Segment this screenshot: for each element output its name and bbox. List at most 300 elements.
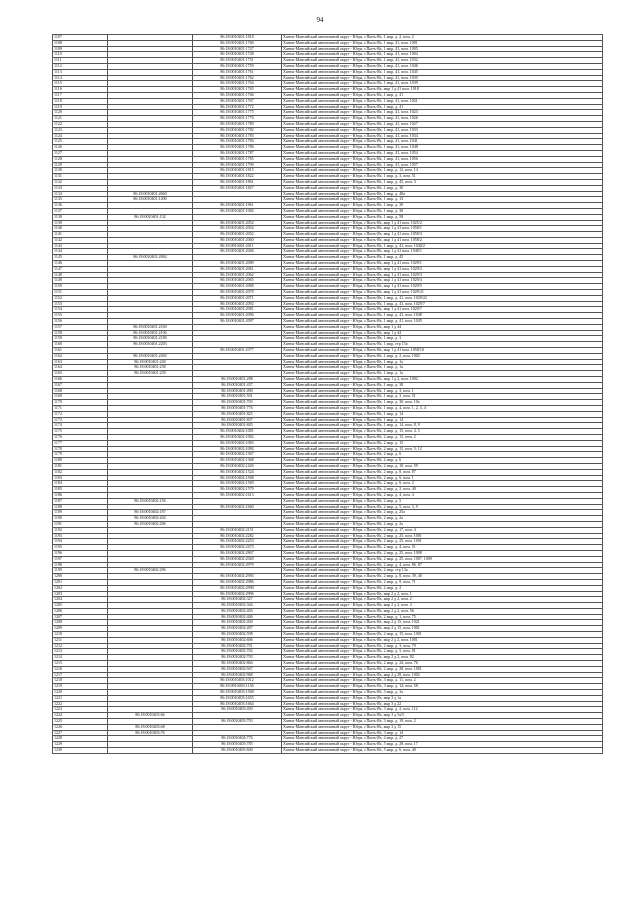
address-cell: Ханты-Мансийский автономный округ - Югра, г.Пыть-Ях, 1 мкр, 41, пом. 1045 [282, 69, 603, 75]
row-number-cell: 1123 [53, 127, 108, 133]
building-number-cell: 86:18:0010403:703 [193, 719, 282, 725]
row-number-cell: 1189 [53, 510, 108, 516]
building-number-cell: 86:18:0010401:703 [193, 400, 282, 406]
address-cell: Ханты-Мансийский автономный округ - Югра, г.Пыть-Ях, 1 мкр, д. 58 [282, 214, 603, 220]
address-cell: Ханты-Мансийский автономный округ - Югра, г.Пыть-Ях, мкр 2 д 28, пом. 1002 [282, 672, 603, 678]
address-cell: Ханты-Мансийский автономный округ - Югра, г.Пыть-Ях, 1 мкр, 41, пом. 1046 [282, 63, 603, 69]
row-number-cell: 1118 [53, 98, 108, 104]
address-cell: Ханты-Мансийский автономный округ - Югра, г.Пыть-Ях, 1 мкр, д. 2, пом. 1002 [282, 353, 603, 359]
building-number-cell: 86:18:0010402:1660 [193, 504, 282, 510]
address-cell: Ханты-Мансийский автономный округ - Югра, г.Пыть-Ях, 1 мкр, 41, пом. 1035 [282, 75, 603, 81]
row-number-cell: 1221 [53, 695, 108, 701]
building-number-cell: 86:18:0010401:1782 [193, 127, 282, 133]
row-number-cell: 1202 [53, 585, 108, 591]
address-cell: Ханты-Мансийский автономный округ - Югра, г.Пыть-Ях, 1 мкр, 41, пом. 1041 [282, 139, 603, 145]
row-number-cell: 1124 [53, 133, 108, 139]
address-cell: Ханты-Мансийский автономный округ - Югра, г.Пыть-Ях, мкр 2 д 2, пом. 2 [282, 597, 603, 603]
address-cell: Ханты-Мансийский автономный округ - Югра, г.Пыть-Ях, мкр 2 д 2, пом. 3 [282, 603, 603, 609]
address-cell: Ханты-Мансийский автономный округ - Югра, г.Пыть-Ях, 2 мкр, д. 17, пом. 4 [282, 527, 603, 533]
address-cell: Ханты-Мансийский автономный округ - Югра, г.Пыть-Ях, мкр 1 д 2, пом. 1002 [282, 377, 603, 383]
building-number-cell: 86:18:0010402:947 [193, 666, 282, 672]
address-cell: Ханты-Мансийский автономный округ - Югра, г.Пыть-Ях, мкр 2 д 2, пом. 1001 [282, 637, 603, 643]
address-cell: Ханты-Мансийский автономный округ - Югра, г.Пыть-Ях, 1 мкр, д. 45 [282, 255, 603, 261]
registry-table-body [53, 35, 603, 754]
land-plot-number-cell: 86:18:0010402:204 [108, 516, 193, 522]
address-cell: Ханты-Мансийский автономный округ - Югра, г.Пыть-Ях, 1 мкр, 41, пом. 1001 [282, 40, 603, 46]
address-cell: Ханты-Мансийский автономный округ - Югра, г.Пыть-Ях, мкр 1 д 41 пом. 1029/3 [282, 272, 603, 278]
address-cell: Ханты-Мансийский автономный округ - Югра, г.Пыть-Ях, 1 мкр, 41, пом. 1026 [282, 116, 603, 122]
address-cell: Ханты-Мансийский автономный округ - Югра, г.Пыть-Ях, 1 мкр, д. 45, пом. 3 [282, 179, 603, 185]
row-number-cell: 1110 [53, 52, 108, 58]
building-number-cell: 86:18:0010403:1136 [193, 684, 282, 690]
building-number-cell: 86:18:0010402:494 [193, 620, 282, 626]
land-plot-number-cell: 86:18:0010402:156 [108, 498, 193, 504]
address-cell: Ханты-Мансийский автономный округ - Югра, г.Пыть-Ях, 2 мкр, д. 5 [282, 498, 603, 504]
building-number-cell: 86:18:0010401:2052 [193, 232, 282, 238]
building-number-cell: 86:18:0010401:1751 [193, 58, 282, 64]
building-number-cell: 86:18:0010404:776 [193, 736, 282, 742]
building-number-cell: 86:18:0010401:490 [193, 388, 282, 394]
row-number-cell: 1170 [53, 400, 108, 406]
row-number-cell: 1162 [53, 353, 108, 359]
address-cell: Ханты-Мансийский автономный округ - Югра, г.Пыть-Ях, 1 мкр, д. 41, пом. 1029/7 [282, 301, 603, 307]
address-cell: Ханты-Мансийский автономный округ - Югра, г.Пыть-Ях, 1 мкр, д. 30 [282, 208, 603, 214]
address-cell: Ханты-Мансийский автономный округ - Югра, г.Пыть-Ях, 2 мкр, д. 8, пом. 39, 40 [282, 574, 603, 580]
land-plot-number-cell: 86:18:0010401:2106 [108, 330, 193, 336]
building-number-cell: 86:18:0010401:1786 [193, 145, 282, 151]
row-number-cell: 1177 [53, 440, 108, 446]
building-number-cell: 86:18:0010402:1084 [193, 446, 282, 452]
building-number-cell: 86:18:0010401:2054 [193, 226, 282, 232]
address-cell: Ханты-Мансийский автономный округ - Югра, г.Пыть-Ях, 1 мкр, 41, пом. 1056 [282, 156, 603, 162]
building-number-cell: 86:18:0010402:703 [193, 655, 282, 661]
land-plot-number-cell: 86:18:0010403:76 [108, 730, 193, 736]
land-plot-number-cell: 86:18:0010402:296 [108, 568, 193, 574]
address-cell: Ханты-Мансийский автономный округ - Югра, г.Пыть-Ях, мкр 1 д 41 пом. 1058/2 [282, 237, 603, 243]
row-number-cell: 1146 [53, 261, 108, 267]
row-number-cell: 1135 [53, 197, 108, 203]
building-number-cell: 86:18:0010401:2046 [193, 249, 282, 255]
row-number-cell: 1134 [53, 191, 108, 197]
building-number-cell: 86:18:0010401:2070 [193, 290, 282, 296]
land-plot-number-cell: 86:18:0010401:240 [108, 359, 193, 365]
address-cell: Ханты-Мансийский автономный округ - Югра, г.Пыть-Ях, 2 мкр, д. 5, пом. 3, 9 [282, 504, 603, 510]
address-cell: Ханты-Мансийский автономный округ - Югра, г.Пыть-Ях, 2 мкр, д. 2а [282, 516, 603, 522]
row-number-cell: 1163 [53, 359, 108, 365]
building-number-cell: 86:18:0010401:2096 [193, 313, 282, 319]
row-number-cell: 1207 [53, 614, 108, 620]
building-number-cell: 86:18:0010401:1787 [193, 150, 282, 156]
address-cell: Ханты-Мансийский автономный округ - Югра, г.Пыть-Ях, 1 мкр, д. 1а [282, 371, 603, 377]
building-number-cell: 86:18:0010401:1759 [193, 63, 282, 69]
row-number-cell: 1113 [53, 69, 108, 75]
building-number-cell: 86:18:0010401:1961 [193, 203, 282, 209]
row-number-cell: 1181 [53, 463, 108, 469]
building-number-cell: 86:18:0010403:1664 [193, 701, 282, 707]
building-number-cell: 86:18:0010402:2986 [193, 579, 282, 585]
address-cell: Ханты-Мансийский автономный округ - Югра, г.Пыть-Ях, мкр 1 д 41 пом. 1029/2 [282, 266, 603, 272]
address-cell: Ханты-Мансийский автономный округ - Югра, г.Пыть-Ях, мкр 3 д 22 [282, 701, 603, 707]
row-number-cell: 1216 [53, 666, 108, 672]
address-cell: Ханты-Мансийский автономный округ - Югра, г.Пыть-Ях, 5 мкр, д. 20, пом. 17 [282, 742, 603, 748]
address-cell: Ханты-Мансийский автономный округ - Югра, г.Пыть-Ях, 2 мкр, д. 4, пом. 4 [282, 492, 603, 498]
address-cell: Ханты-Мансийский автономный округ - Югра, г.Пыть-Ях, мкр 2 д 15, пом. 1001 [282, 626, 603, 632]
land-plot-number-cell: 86:18:0010401:2180 [108, 336, 193, 342]
building-number-cell: 86:18:0010401:2080 [193, 261, 282, 267]
row-number-cell: 1143 [53, 243, 108, 249]
building-number-cell: 86:18:0010402:327 [193, 597, 282, 603]
row-number-cell: 1158 [53, 330, 108, 336]
row-number-cell: 1141 [53, 232, 108, 238]
building-number-cell: 86:18:0010401:2068 [193, 284, 282, 290]
address-cell: Ханты-Мансийский автономный округ - Югра, г.Пыть-Ях, 2 мкр, д. 5, пом. 81 [282, 649, 603, 655]
row-number-cell: 1154 [53, 307, 108, 313]
row-number-cell: 1126 [53, 145, 108, 151]
building-number-cell: 86:18:0010402:968 [193, 672, 282, 678]
row-number-cell: 1138 [53, 214, 108, 220]
building-number-cell: 86:18:0010401:1780 [193, 121, 282, 127]
row-number-cell: 1194 [53, 539, 108, 545]
row-number-cell: 1191 [53, 521, 108, 527]
building-number-cell: 86:18:0010401:845 [193, 423, 282, 429]
building-number-cell: 86:18:0010402:598 [193, 632, 282, 638]
building-number-cell: 86:18:0010401:1783 [193, 133, 282, 139]
address-cell: Ханты-Мансийский автономный округ - Югра, г.Пыть-Ях, 2 мкр, д. 2, пом. 40 [282, 487, 603, 493]
building-number-cell: 86:18:0010402:2979 [193, 562, 282, 568]
row-number-cell: 1228 [53, 736, 108, 742]
row-number-cell: 1200 [53, 574, 108, 580]
row-number-cell: 1174 [53, 423, 108, 429]
address-cell: Ханты-Мансийский автономный округ - Югра, г.Пыть-Ях, 1 мкр, д. 41, пом. 1040/2 [282, 243, 603, 249]
row-number-cell: 1210 [53, 632, 108, 638]
address-cell: Ханты-Мансийский автономный округ - Югра, г.Пыть-Ях, 1 мкр, д. 30, пом. 10а [282, 400, 603, 406]
address-cell: Ханты-Мансийский автономный округ - Югра, г.Пыть-Ях, 3 мкр, д. 19, пом. 2 [282, 719, 603, 725]
land-plot-number-cell: 86:18:0010401:2492 [108, 353, 193, 359]
address-cell: Ханты-Мансийский автономный округ - Югра, г.Пыть-Ях, мкр 1 д 44 [282, 330, 603, 336]
row-number-cell: 1130 [53, 168, 108, 174]
row-number-cell: 1111 [53, 58, 108, 64]
building-number-cell: 86:18:0010401:1766 [193, 92, 282, 98]
building-number-cell: 86:18:0010401:437 [193, 382, 282, 388]
row-number-cell: 1223 [53, 707, 108, 713]
address-cell: Ханты-Мансийский автономный округ - Югра, г.Пыть-Ях, мкр 3 д 1а [282, 695, 603, 701]
address-cell: Ханты-Мансийский автономный округ - Югра, г.Пыть-Ях, 3 мкр, д. 14, пом. 58 [282, 684, 603, 690]
address-cell: Ханты-Мансийский автономный округ - Югра, г.Пыть-Ях, 1 мкр, д. 40а [282, 191, 603, 197]
building-number-cell: 86:18:0010402:864 [193, 661, 282, 667]
address-cell: Ханты-Мансийский автономный округ - Югра, г.Пыть-Ях, 1 мкр, 41, пом. 1054 [282, 150, 603, 156]
building-number-cell: 86:18:0010402:2282 [193, 533, 282, 539]
address-cell: Ханты-Мансийский автономный округ - Югра, г.Пыть-Ях, 1 мкр, д. 30 [282, 185, 603, 191]
row-number-cell: 1198 [53, 562, 108, 568]
land-plot-number-cell: 86:18:0010401:238 [108, 365, 193, 371]
building-number-cell: 86:18:0010401:1785 [193, 156, 282, 162]
building-number-cell: 86:18:0010402:1579 [193, 487, 282, 493]
address-cell: Ханты-Мансийский автономный округ - Югра, г.Пыть-Ях, мкр 1 д 41 пом. 1058/10 [282, 348, 603, 354]
address-cell: Ханты-Мансийский автономный округ - Югра, г.Пыть-Ях, мкр 2 д 2, пом. 82 [282, 655, 603, 661]
row-number-cell: 1195 [53, 545, 108, 551]
building-number-cell: 86:18:0010402:702 [193, 649, 282, 655]
address-cell: Ханты-Мансийский автономный округ - Югра, г.Пыть-Ях, 1 мкр, д. 3, пом. 51 [282, 174, 603, 180]
building-number-cell: 86:18:0010401:2062 [193, 272, 282, 278]
building-number-cell: 86:18:0010401:2377 [193, 348, 282, 354]
building-number-cell: 86:18:0010402:1368 [193, 458, 282, 464]
address-cell: Ханты-Мансийский автономный округ - Югра, г.Пыть-Ях, 2 мкр, д. 8, пом. 71 [282, 579, 603, 585]
address-cell: Ханты-Мансийский автономный округ - Югра, г.Пыть-Ях, мкр 1 д 41 пом. 1029/7 [282, 307, 603, 313]
address-cell: Ханты-Мансийский автономный округ - Югра, г.Пыть-Ях, мкр 1 д 41 пом. 1058/1 [282, 226, 603, 232]
building-number-cell: 86:18:0010402:2475 [193, 545, 282, 551]
building-number-cell: 86:18:0010402:2983 [193, 574, 282, 580]
row-number-cell: 1169 [53, 394, 108, 400]
row-number-cell: 1185 [53, 487, 108, 493]
building-number-cell: 86:18:0010401:2011 [193, 243, 282, 249]
address-cell: Ханты-Мансийский автономный округ - Югра, г.Пыть-Ях, 2 мкр, д. 15, пом. 2 [282, 434, 603, 440]
row-number-cell: 1213 [53, 649, 108, 655]
address-cell: Ханты-Мансийский автономный округ - Югра, г.Пыть-Ях, 2 мкр, д. 6, пом. 2 [282, 481, 603, 487]
address-cell: Ханты-Мансийский автономный округ - Югра, г.Пыть-Ях, 2 мкр, д. 8, пом. 87 [282, 469, 603, 475]
building-number-cell: 86:18:0010403:1568 [193, 690, 282, 696]
address-cell: Ханты-Мансийский автономный округ - Югра, г.Пыть-Ях, мкр 1 д 41 пом. 1029/1 [282, 261, 603, 267]
row-number-cell: 1128 [53, 156, 108, 162]
row-number-cell: 1150 [53, 284, 108, 290]
row-number-cell: 1199 [53, 568, 108, 574]
row-number-cell: 1217 [53, 672, 108, 678]
building-number-cell: 86:18:0010401:776 [193, 406, 282, 412]
row-number-cell: 1220 [53, 690, 108, 696]
row-number-cell: 1203 [53, 591, 108, 597]
row-number-cell: 1224 [53, 713, 108, 719]
row-number-cell: 1132 [53, 179, 108, 185]
address-cell: Ханты-Мансийский автономный округ - Югра, г.Пыть-Ях, 3 мкр, д. 14 [282, 730, 603, 736]
building-number-cell: 86:18:0010402:2990 [193, 585, 282, 591]
building-number-cell: 86:18:0010402:1367 [193, 452, 282, 458]
row-number-cell: 1144 [53, 249, 108, 255]
address-cell: Ханты-Мансийский автономный округ - Югра, г.Пыть-Ях, 1 мкр, д. 41, пом. 1029/22 [282, 295, 603, 301]
row-number-cell: 1121 [53, 116, 108, 122]
row-number-cell: 1129 [53, 162, 108, 168]
address-cell: Ханты-Мансийский автономный округ - Югра, г.Пыть-Ях, 1 мкр, д. 4, пом. 1, 2, 3, 4 [282, 406, 603, 412]
row-number-cell: 1230 [53, 748, 108, 754]
address-cell: Ханты-Мансийский автономный округ - Югра, г.Пыть-Ях, мкр 1 д 41 пом. 1029/5 [282, 284, 603, 290]
building-number-cell: 86:18:0010401:2060 [193, 237, 282, 243]
row-number-cell: 1204 [53, 597, 108, 603]
row-number-cell: 1197 [53, 556, 108, 562]
row-number-cell: 1176 [53, 434, 108, 440]
building-number-cell: 86:18:0010401:2071 [193, 295, 282, 301]
row-number-cell: 1153 [53, 301, 108, 307]
address-cell: Ханты-Мансийский автономный округ - Югра, г.Пыть-Ях, мкр 2 д 2, пом. 1 [282, 591, 603, 597]
row-number-cell: 1167 [53, 382, 108, 388]
row-number-cell: 1114 [53, 75, 108, 81]
address-cell: Ханты-Мансийский автономный округ - Югра, г.Пыть-Ях, 2 мкр, д. 24, пом. 76 [282, 661, 603, 667]
row-number-cell: 1120 [53, 110, 108, 116]
address-cell: Ханты-Мансийский автономный округ - Югра, г.Пыть-Ях, 2 мкр, д. 2а [282, 521, 603, 527]
address-cell: Ханты-Мансийский автономный округ - Югра, г.Пыть-Ях, 2 мкр, д. 1, пом. 75 [282, 614, 603, 620]
address-cell: Ханты-Мансийский автономный округ - Югра, г.Пыть-Ях, 1 мкр, 41, пом. 1033 [282, 127, 603, 133]
address-cell: Ханты-Мансийский автономный округ - Югра, г.Пыть-Ях, 1 мкр, д. 1а [282, 365, 603, 371]
address-cell: Ханты-Мансийский автономный округ - Югра, г.Пыть-Ях, 1 мкр, д. 14 [282, 417, 603, 423]
address-cell: Ханты-Мансийский автономный округ - Югра, г.Пыть-Ях, мкр 3 д 15 [282, 724, 603, 730]
building-number-cell: 86:18:0010402:344 [193, 603, 282, 609]
building-number-cell: 86:18:0010402:497 [193, 626, 282, 632]
building-number-cell: 86:18:0010402:406 [193, 614, 282, 620]
address-cell: Ханты-Мансийский автономный округ - Югра, г.Пыть-Ях, 2 мкр, д. 15 [282, 440, 603, 446]
building-number-cell: 86:18:0010405:840 [193, 748, 282, 754]
building-number-cell: 86:18:0010402:1569 [193, 481, 282, 487]
row-number-cell: 1168 [53, 388, 108, 394]
row-number-cell: 1112 [53, 63, 108, 69]
page-number: 94 [316, 16, 324, 24]
address-cell: Ханты-Мансийский автономный округ - Югра, г.Пыть-Ях, 1 мкр, д. 41, пом. 1045 [282, 319, 603, 325]
row-number-cell: 1156 [53, 319, 108, 325]
land-plot-number-cell [108, 748, 193, 754]
building-number-cell: 86:18:0010402:2151 [193, 527, 282, 533]
row-number-cell: 1222 [53, 701, 108, 707]
land-plot-number-cell: 86:18:0010401:2660 [108, 191, 193, 197]
row-number-cell: 1212 [53, 643, 108, 649]
address-cell: Ханты-Мансийский автономный округ - Югра, г.Пыть-Ях, 1 мкр, д. 41 [282, 104, 603, 110]
address-cell: Ханты-Мансийский автономный округ - Югра, г.Пыть-Ях, 2 мкр, д. 10, пом. 59 [282, 463, 603, 469]
registry-table [52, 34, 603, 754]
row-number-cell: 1147 [53, 266, 108, 272]
address-cell: Ханты-Мансийский автономный округ - Югра, г.Пыть-Ях, 1 мкр, д. 3, пом. 51 [282, 394, 603, 400]
row-number-cell: 1184 [53, 481, 108, 487]
building-number-cell: 86:18:0010401:837 [193, 417, 282, 423]
row-number-cell: 1165 [53, 371, 108, 377]
building-number-cell: 86:18:0010401:1761 [193, 69, 282, 75]
address-cell: Ханты-Мансийский автономный округ - Югра, г.Пыть-Ях, мкр 1 д 41 пом. 1025/2 [282, 220, 603, 226]
table-row [53, 748, 603, 754]
building-number-cell: 86:18:0010401:1776 [193, 116, 282, 122]
row-number-cell: 1178 [53, 446, 108, 452]
land-plot-number-cell: 86:18:0010401:1400 [108, 197, 193, 203]
building-number-cell: 86:18:0010401:2052 [193, 220, 282, 226]
land-plot-number-cell: 86:18:0010401:2160 [108, 324, 193, 330]
address-cell: Ханты-Мансийский автономный округ - Югра, г.Пыть-Ях, 1 мкр, 41, пом. 1057 [282, 162, 603, 168]
address-cell: Ханты-Мансийский автономный округ - Югра, г.Пыть-Ях, 2 мкр, д. 25а [282, 510, 603, 516]
address-cell: Ханты-Мансийский автономный округ - Югра, г.Пыть-Ях, 1 мкр, д. 30 [282, 203, 603, 209]
address-cell: Ханты-Мансийский автономный округ - Югра, г.Пыть-Ях, 2 мкр, д. 6, пом. 1 [282, 475, 603, 481]
address-cell: Ханты-Мансийский автономный округ - Югра, г.Пыть-Ях, мкр 2 д 2, пом. 56 [282, 608, 603, 614]
row-number-cell: 1122 [53, 121, 108, 127]
row-number-cell: 1159 [53, 336, 108, 342]
building-number-cell: 86:18:0010402:1524 [193, 469, 282, 475]
address-cell: Ханты-Мансийский автономный округ - Югра, г.Пыть-Ях, мкр 1 д 41 пом. 1040/1 [282, 249, 603, 255]
address-cell: Ханты-Мансийский автономный округ - Югра, г.Пыть-Ях, 1 мкр, д. 13 [282, 197, 603, 203]
address-cell: Ханты-Мансийский автономный округ - Югра, г.Пыть-Ях, 1 мкр, 41, пом. 1005 [282, 46, 603, 52]
building-number-cell: 86:18:0010405:785 [193, 742, 282, 748]
row-number-cell: 1196 [53, 550, 108, 556]
building-number-cell: 86:18:0010401:1815 [193, 168, 282, 174]
building-number-cell: 86:18:0010402:2920 [193, 556, 282, 562]
row-number-cell: 1209 [53, 626, 108, 632]
address-cell: Ханты-Мансийский автономный округ - Югра, г.Пыть-Ях, 1 мкр, д. 41, пом. 1048 [282, 313, 603, 319]
building-number-cell: 86:18:0010402:1613 [193, 492, 282, 498]
building-number-cell: 86:18:0010401:288 [193, 377, 282, 383]
address-cell: Ханты-Мансийский автономный округ - Югра, г.Пыть-Ях, 2 мкр, д. 6 [282, 458, 603, 464]
building-number-cell: 86:18:0010401:2065 [193, 278, 282, 284]
address-cell: Ханты-Мансийский автономный округ - Югра, г.Пыть-Ях, 1 мкр, 41, пом. 1004 [282, 52, 603, 58]
building-number-cell: 86:18:0010402:701 [193, 643, 282, 649]
land-plot-number-cell: 86:18:0010402:187 [108, 510, 193, 516]
building-number-cell: 86:18:0010401:825 [193, 411, 282, 417]
building-number-cell: 86:18:0010401:1822 [193, 174, 282, 180]
address-cell: Ханты-Мансийский автономный округ - Югра, г.Пыть-Ях, 1 мкр, 41, пом. 1023 [282, 110, 603, 116]
row-number-cell: 1142 [53, 237, 108, 243]
address-cell: Ханты-Мансийский автономный округ - Югра, г.Пыть-Ях, 1 мкр, 41, пом. 1039 [282, 81, 603, 87]
row-number-cell: 1155 [53, 313, 108, 319]
address-cell: Ханты-Мансийский автономный округ - Югра, г.Пыть-Ях, 2 мкр, стр 13а [282, 568, 603, 574]
row-number-cell: 1161 [53, 348, 108, 354]
land-plot-number-cell: 86:18:0010401:2203 [108, 342, 193, 348]
row-number-cell: 1133 [53, 185, 108, 191]
row-number-cell: 1149 [53, 278, 108, 284]
address-cell: Ханты-Мансийский автономный округ - Югра, г.Пыть-Ях, 2 мкр, д. 3, пом. 79 [282, 643, 603, 649]
address-cell: Ханты-Мансийский автономный округ - Югра, г.Пыть-Ях, 2 мкр, д. 15, пом. 1001 [282, 632, 603, 638]
address-cell: Ханты-Мансийский автономный округ - Югра, г.Пыть-Ях, 1 мкр, д. 41 [282, 92, 603, 98]
row-number-cell: 1152 [53, 295, 108, 301]
row-number-cell: 1108 [53, 40, 108, 46]
building-number-cell: 86:18:0010401:1764 [193, 81, 282, 87]
building-number-cell: 86:18:0010401:501 [193, 394, 282, 400]
address-cell: Ханты-Мансийский автономный округ - Югра, г.Пыть-Ях, 2 мкр, д. 2 [282, 585, 603, 591]
building-number-cell: 86:18:0010402:606 [193, 637, 282, 643]
address-cell: Ханты-Мансийский автономный округ - Югра, г.Пыть-Ях, 2 мкр, д. 25, пом. 1001 [282, 533, 603, 539]
row-number-cell: 1109 [53, 46, 108, 52]
address-cell: Ханты-Мансийский автономный округ - Югра, г.Пыть-Ях, 3 мкр, д. 3а [282, 690, 603, 696]
address-cell: Ханты-Мансийский автономный округ - Югра, г.Пыть-Ях, 1 мкр, д. 12, пом. 14 [282, 168, 603, 174]
land-plot-number-cell: 86:18:0010401:2062 [108, 255, 193, 261]
land-plot-number-cell: 86:18:0010401:239 [108, 371, 193, 377]
row-number-cell: 1219 [53, 684, 108, 690]
building-number-cell: 86:18:0010402:2996 [193, 591, 282, 597]
address-cell: Ханты-Мансийский автономный округ - Югра, г.Пыть-Ях, 5 мкр, д. 6, пом. 40 [282, 748, 603, 754]
row-number-cell: 1151 [53, 290, 108, 296]
address-cell: Ханты-Мансийский автономный округ - Югра, г.Пыть-Ях, 1 мкр, 41, пом. 1032 [282, 58, 603, 64]
row-number-cell: 1107 [53, 35, 108, 41]
building-number-cell: 86:18:0010402:403 [193, 608, 282, 614]
row-number-cell: 1140 [53, 226, 108, 232]
building-number-cell: 86:18:0010401:1760 [193, 40, 282, 46]
row-number-cell: 1192 [53, 527, 108, 533]
building-number-cell: 86:18:0010401:1827 [193, 185, 282, 191]
row-number-cell: 1160 [53, 342, 108, 348]
building-number-cell: 86:18:0010401:1775 [193, 110, 282, 116]
address-cell: Ханты-Мансийский автономный округ - Югра, г.Пыть-Ях, 2 мкр, д. 4, пом. 86, 87 [282, 562, 603, 568]
building-number-cell: 86:18:0010403:450 [193, 707, 282, 713]
address-cell: Ханты-Мансийский автономный округ - Югра, г.Пыть-Ях, мкр 2 д 15, пом. 1021 [282, 620, 603, 626]
address-cell: Ханты-Мансийский автономный округ - Югра, г.Пыть-Ях, 1 мкр, д. 1а [282, 359, 603, 365]
address-cell: Ханты-Мансийский автономный округ - Югра, г.Пыть-Ях, 2 мкр, д. 25, пом. 1008 [282, 550, 603, 556]
row-number-cell: 1157 [53, 324, 108, 330]
row-number-cell: 1186 [53, 492, 108, 498]
row-number-cell: 1201 [53, 579, 108, 585]
land-plot-number-cell: 86:18:0010401:132 [108, 214, 193, 220]
building-number-cell: 86:18:0010401:1818 [193, 35, 282, 41]
building-number-cell: 86:18:0010401:2061 [193, 266, 282, 272]
row-number-cell: 1218 [53, 678, 108, 684]
row-number-cell: 1187 [53, 498, 108, 504]
building-number-cell: 86:18:0010401:1767 [193, 98, 282, 104]
address-cell: Ханты-Мансийский автономный округ - Югра, г.Пыть-Ях, 1 мкр, 41, пом. 1021 [282, 98, 603, 104]
address-cell: Ханты-Мансийский автономный округ - Югра, г.Пыть-Ях, мкр 1 д 41 пом. 1029/4 [282, 278, 603, 284]
row-number-cell: 1127 [53, 150, 108, 156]
address-cell: Ханты-Мансийский автономный округ - Югра, г.Пыть-Ях, 2 мкр, д. 4, пом. 51 [282, 545, 603, 551]
row-number-cell: 1182 [53, 469, 108, 475]
row-number-cell: 1172 [53, 411, 108, 417]
building-number-cell: 86:18:0010402:1081 [193, 429, 282, 435]
row-number-cell: 1116 [53, 87, 108, 93]
address-cell: Ханты-Мансийский автономный округ - Югра, г.Пыть-Ях, 1 мкр, 41, пом. 1048 [282, 145, 603, 151]
